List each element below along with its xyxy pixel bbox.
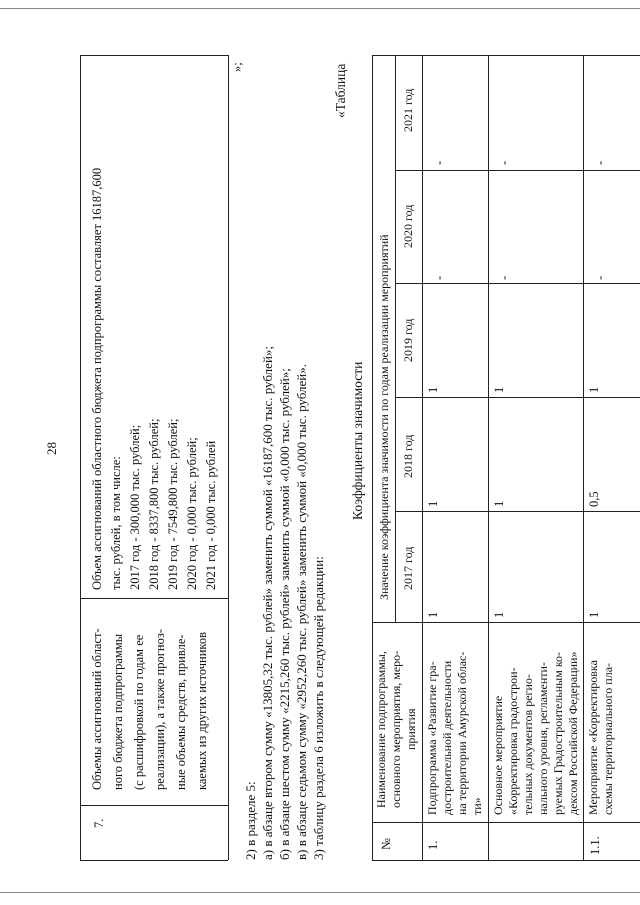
passport-num-divider: [80, 805, 228, 806]
header-divider: [422, 55, 423, 860]
table-left-border: [372, 55, 373, 860]
passport-row-number: 7.: [92, 818, 106, 828]
passport-value-line: 2019 год - 7549,800 тыс. рублей;: [166, 418, 180, 590]
row-name-line: дексом Российской Федерации»: [566, 651, 580, 815]
group-header-divider: [395, 55, 396, 622]
row-name-line: Мероприятие «Корректировка: [586, 660, 600, 815]
passport-value-line: 2018 год - 8337,800 тыс. рублей;: [147, 418, 161, 590]
row-value: 1: [492, 386, 506, 393]
passport-label-line: каемых из других источников: [195, 631, 209, 790]
table-label: «Таблица: [333, 63, 348, 118]
section-line: б) в абзаце шестом сумму «2215,260 тыс. рублей» заменить суммой «0,000 тыс. рублей»;: [277, 368, 292, 860]
passport-label-line: реализации), а также прогноз-: [153, 629, 167, 790]
row-name-line: схемы территориального пла-: [601, 662, 615, 815]
header-year: 2021 год: [401, 88, 415, 132]
section-line: 3) таблицу раздела 6 изложить в следующей редакции:: [311, 556, 326, 860]
header-num: №: [379, 838, 393, 850]
passport-top-border: [80, 55, 228, 56]
row-value: 1: [426, 611, 440, 618]
row-value: 1: [426, 386, 440, 393]
header-name-line: Наименование подпрограммы,: [374, 651, 388, 808]
row-value: -: [593, 275, 607, 280]
row-value: -: [432, 275, 446, 280]
row-name-line: Основное мероприятие: [491, 695, 505, 815]
passport-value-line: тыс. рублей, в том числе:: [109, 456, 123, 590]
row-num: 1.1.: [588, 836, 602, 855]
page-top-rule: [0, 8, 640, 9]
section-line: 2) в разделе 5:: [243, 781, 258, 860]
row-value: -: [593, 160, 607, 165]
col-divider-num: [372, 822, 640, 823]
row-value: -: [432, 160, 446, 165]
row-value: 1: [492, 500, 506, 507]
row-divider-2: [583, 55, 584, 860]
passport-label-line: ного бюджета подпрограммы: [111, 633, 125, 790]
row-name-line: достроительной деятельности: [440, 660, 454, 815]
row-divider-1: [488, 55, 489, 860]
row-name-line: ти»: [470, 797, 484, 815]
header-year: 2020 год: [401, 204, 415, 248]
col-divider-2017: [395, 511, 640, 512]
passport-label-line: Объемы ассигнований област-: [90, 628, 104, 790]
row-value: 1: [426, 500, 440, 507]
passport-bottom-border: [80, 860, 228, 861]
group-header: Значение коэффициента значимости по годам реализации мероприятий: [377, 234, 391, 600]
passport-label-line: (с расшифровкой по годам ее: [132, 634, 146, 790]
row-num: 1.: [426, 840, 440, 850]
header-name-line: основного мероприятия, меро-: [389, 650, 403, 808]
row-value: -: [497, 275, 511, 280]
passport-value-line: 2021 год - 0,000 тыс. рублей: [204, 440, 218, 590]
table-title: Коэффициенты значимости: [350, 361, 365, 520]
page-number: 28: [44, 442, 59, 455]
table-bottom-border: [372, 860, 640, 861]
passport-left-border: [80, 55, 81, 860]
table-top-border: [372, 55, 640, 56]
header-year: 2019 год: [401, 318, 415, 362]
col-divider-name: [372, 622, 640, 623]
row-value: 0,5: [587, 491, 601, 507]
passport-end-mark: »;: [230, 62, 244, 72]
row-name-line: «Корректировка градострои-: [506, 667, 520, 815]
passport-value-line: Объем ассигнований областного бюджета подпрограммы составляет 16187,600: [90, 167, 104, 590]
row-name-line: тельных документов регио-: [521, 674, 535, 815]
passport-label-line: ные объемы средств, привле-: [174, 634, 188, 790]
section-line: в) в абзаце седьмом сумму «2952,260 тыс. рублей» заменить суммой «0,000 тыс. рублей».: [294, 364, 309, 860]
row-value: 1: [492, 611, 506, 618]
row-name-line: Подпрограмма «Развитие гра-: [425, 661, 439, 815]
row-value: -: [497, 160, 511, 165]
col-divider-2020: [395, 170, 640, 171]
header-year: 2018 год: [401, 434, 415, 478]
row-name-line: руемых Градостроительным ко-: [551, 651, 565, 815]
header-year: 2017 год: [401, 546, 415, 590]
col-divider-2019: [395, 283, 640, 284]
page-bottom-rule: [0, 892, 640, 893]
col-divider-2018: [395, 397, 640, 398]
header-name-line: приятия: [404, 708, 418, 750]
passport-col-divider: [80, 598, 228, 599]
row-name-line: на территории Амурской облас-: [455, 651, 469, 815]
row-value: 1: [587, 611, 601, 618]
passport-value-line: 2017 год - 300,000 тыс. рублей;: [128, 424, 142, 590]
passport-value-line: 2020 год - 0,000 тыс. рублей;: [185, 437, 199, 590]
passport-right-border: [228, 55, 229, 860]
row-name-line: нального уровня, регламенти-: [536, 662, 550, 815]
section-line: а) в абзаце втором сумму «13805,32 тыс. рублей» заменить суммой «16187,600 тыс. рублей»;: [260, 345, 275, 860]
row-value: 1: [587, 386, 601, 393]
